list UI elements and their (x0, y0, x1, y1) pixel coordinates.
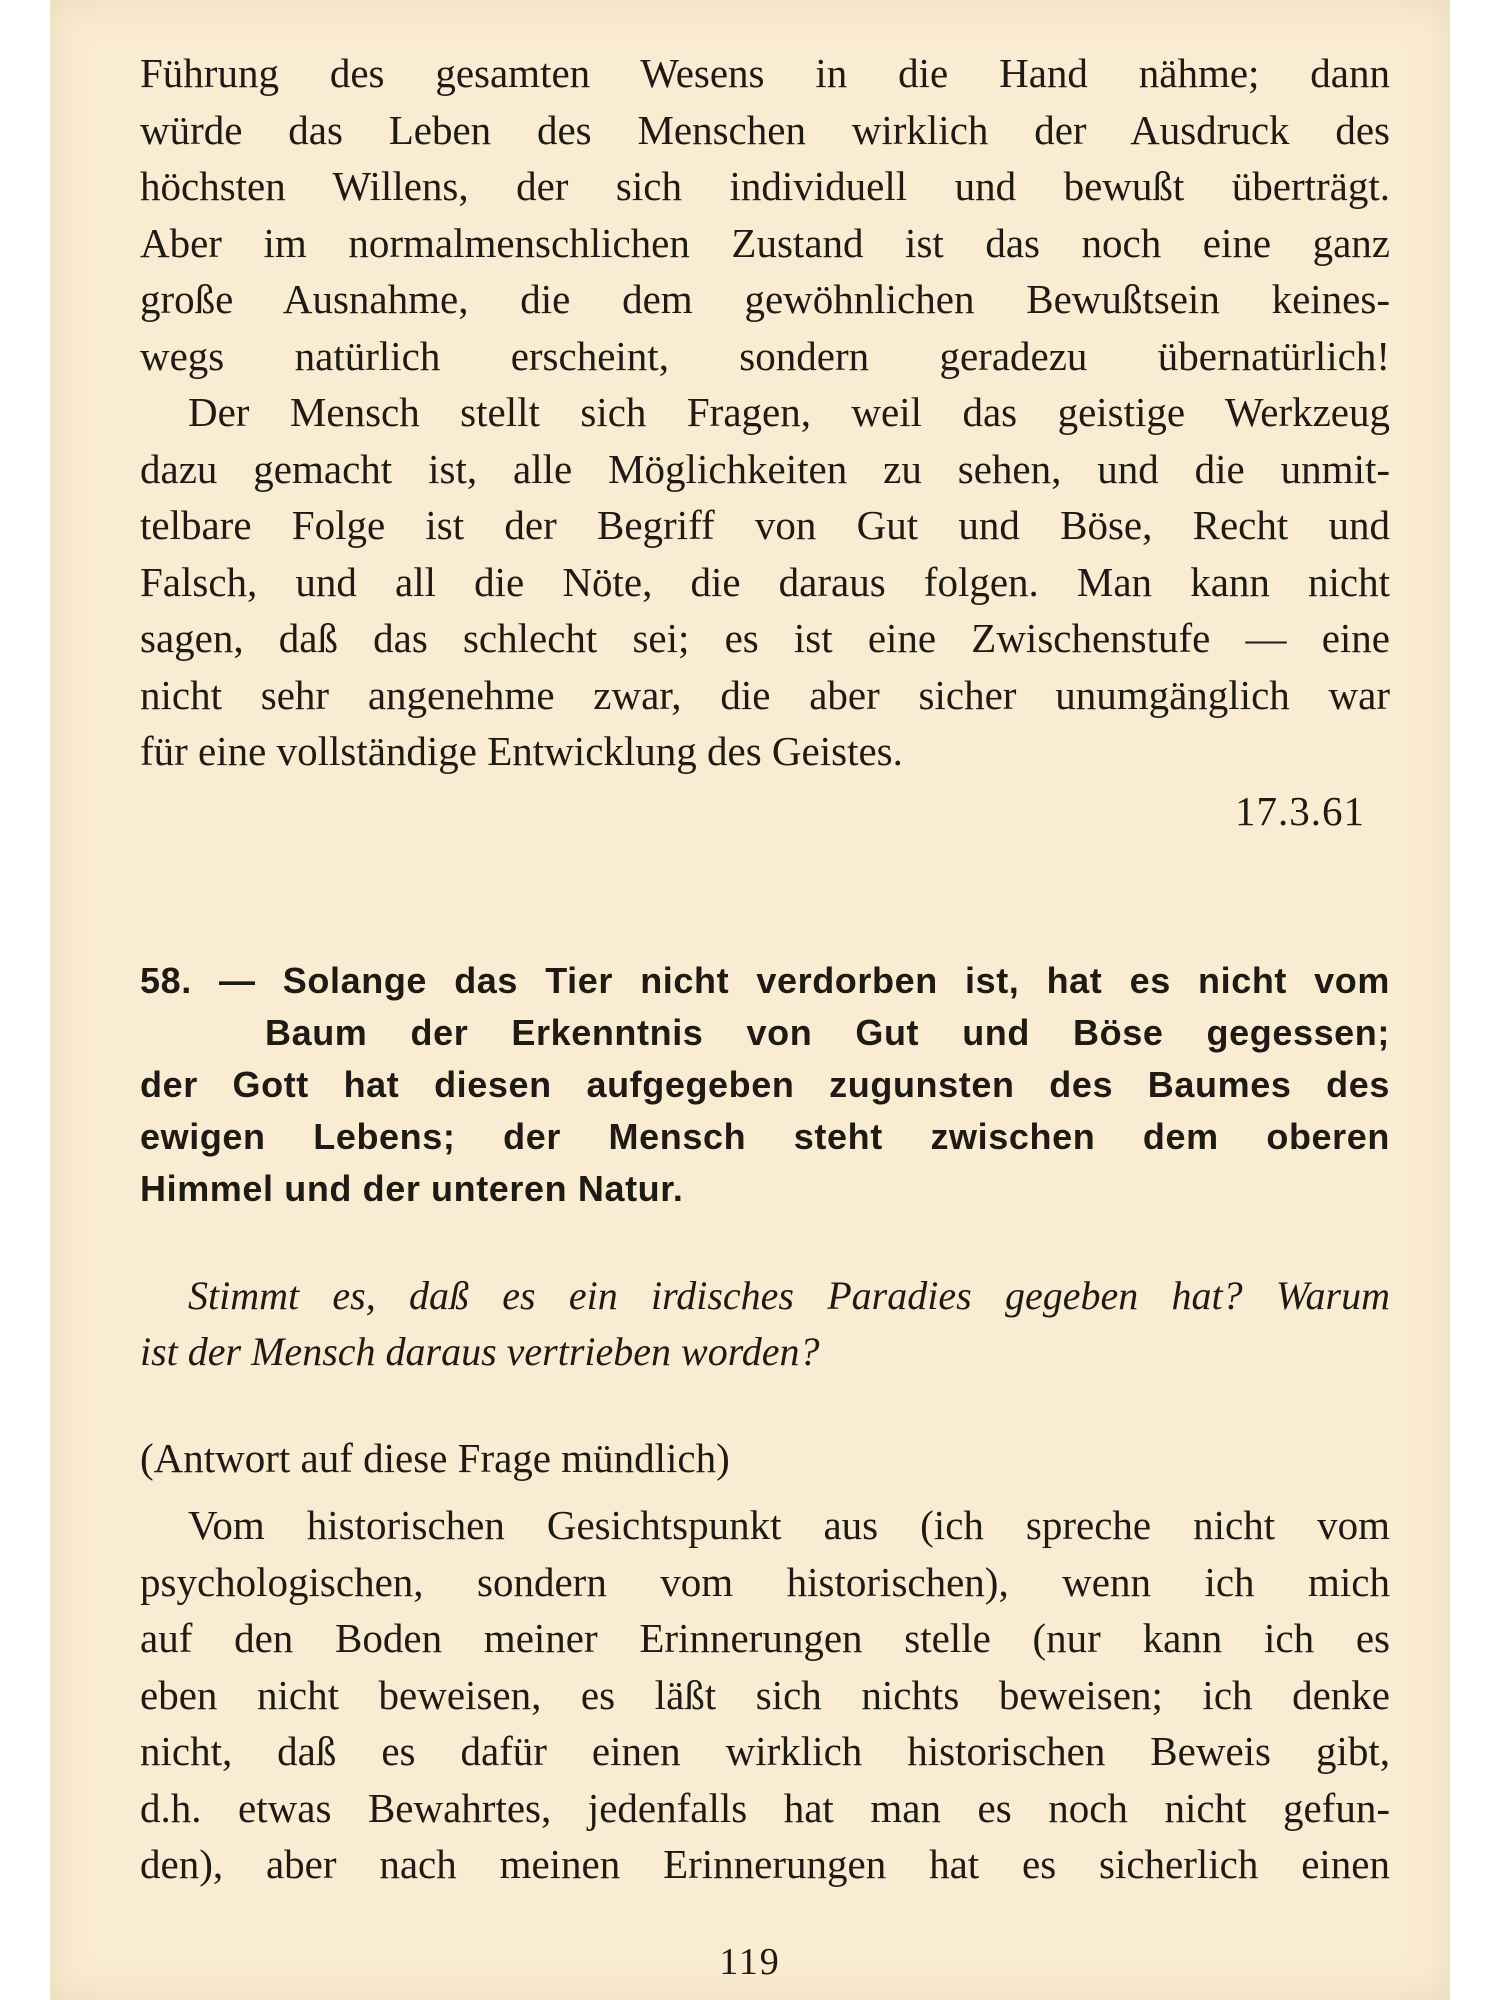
text-line: d.h. etwas Bewahrtes, jedenfalls hat man es noch nicht gefun- (140, 1784, 1390, 1831)
text-line: den), aber nach meinen Erinnerungen hat es sicherlich einen (140, 1841, 1390, 1887)
text-line: dazu gemacht ist, alle Möglichkeiten zu sehen, und die unmit- (140, 445, 1390, 492)
aphorism-line: 58. — Solange das Tier nicht verdorben ist, hat es nicht vom (140, 960, 1390, 1001)
aphorism-line: Himmel und der unteren Natur. (140, 1168, 684, 1209)
answer-paragraph (140, 1497, 1390, 1893)
paragraph-continuation (140, 45, 1390, 384)
text-line: Vom historischen Gesichtspunkt aus (ich spreche nicht vom (188, 1502, 1390, 1548)
aphorism-58 (140, 955, 1390, 1215)
text-line: höchsten Willens, der sich individuell und bewußt überträgt. (140, 163, 1390, 209)
question-line: Stimmt es, daß es ein irdisches Paradies gegeben hat? Warum (188, 1273, 1390, 1318)
aphorism-line: Baum der Erkenntnis von Gut und Böse gegessen; (265, 1012, 1390, 1053)
text-line: würde das Leben des Menschen wirklich der Ausdruck des (140, 106, 1390, 153)
text-line: Falsch, und all die Nöte, die daraus folgen. Man kann nicht (140, 558, 1390, 605)
aphorism-block (140, 955, 1390, 1215)
text-line: auf den Boden meiner Erinnerungen stelle (nur kann ich es (140, 1615, 1390, 1661)
answer-note-block (140, 1430, 1390, 1487)
text-line: wegs natürlich erscheint, sondern geradezu übernatürlich! (140, 332, 1390, 379)
text-line: eben nicht beweisen, es läßt sich nichts beweisen; ich denke (140, 1671, 1390, 1718)
aphorism-line: der Gott hat diesen aufgegeben zugunsten des Baumes des (140, 1064, 1390, 1105)
page-number: 119 (719, 1941, 781, 1983)
question-line: ist der Mensch daraus vertrieben worden? (140, 1329, 820, 1374)
text-line: sagen, daß das schlecht sei; es ist eine Zwischenstufe — eine (140, 615, 1390, 661)
text-line: Aber im normalmenschlichen Zustand ist das noch eine ganz (140, 219, 1390, 266)
text-line: telbare Folge ist der Begriff von Gut und Böse, Recht und (140, 502, 1390, 548)
question-block (140, 1268, 1390, 1380)
answer-note (140, 1430, 1390, 1487)
paragraph-second (140, 384, 1390, 780)
answer-note-line: (Antwort auf diese Frage mündlich) (140, 1435, 730, 1481)
book-page (50, 0, 1450, 2000)
text-column-top (140, 45, 1390, 780)
text-line: nicht, daß es dafür einen wirklich historischen Beweis gibt, (140, 1728, 1390, 1774)
text-line: Führung des gesamten Wesens in die Hand nähme; dann (140, 50, 1390, 96)
question-text (140, 1268, 1390, 1380)
text-line: psychologischen, sondern vom historischen), wenn ich mich (140, 1558, 1390, 1605)
answer-body-block (140, 1497, 1390, 1893)
text-line: Der Mensch stellt sich Fragen, weil das geistige Werkzeug (188, 389, 1390, 435)
aphorism-line: ewigen Lebens; der Mensch steht zwischen dem oberen (140, 1116, 1390, 1157)
text-line: nicht sehr angenehme zwar, die aber sicher unumgänglich war (140, 671, 1390, 718)
text-line: große Ausnahme, die dem gewöhnlichen Bewußtsein keines- (140, 276, 1390, 322)
text-line: für eine vollständige Entwicklung des Geistes. (140, 728, 903, 774)
entry-date: 17.3.61 (1235, 788, 1365, 834)
